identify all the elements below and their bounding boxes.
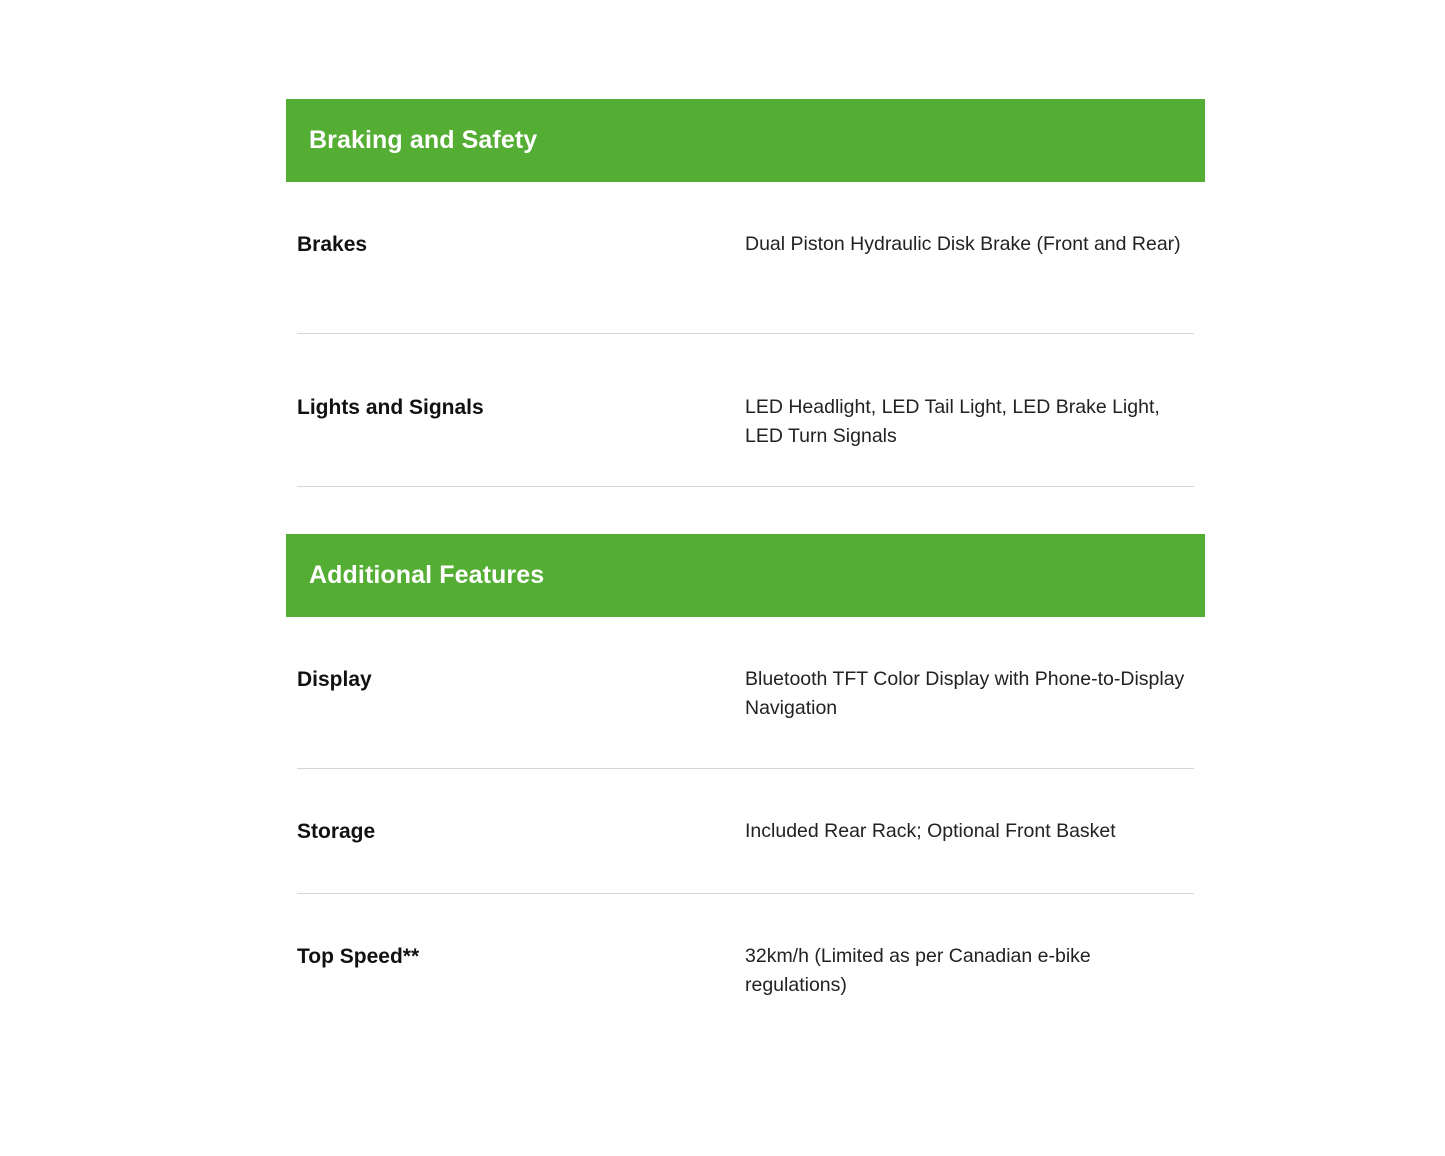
spec-value: Included Rear Rack; Optional Front Basket [745,820,1116,842]
spec-table [286,99,1205,1024]
spec-value: Bluetooth TFT Color Display with Phone-to-Display Navigation [745,668,1185,719]
spec-value: LED Headlight, LED Tail Light, LED Brake Light, LED Turn Signals [745,396,1160,447]
spec-row-display [297,617,1194,769]
spec-row-storage [297,769,1194,894]
spec-rows [297,617,1194,1024]
spec-row-top-speed [297,894,1194,1024]
spec-value: 32km/h (Limited as per Canadian e-bike regulations) [745,945,1091,996]
spec-label: Display [297,668,372,691]
section-additional-features [286,534,1205,1024]
spec-row-lights-and-signals [297,334,1194,487]
spec-label: Top Speed** [297,945,420,968]
spec-label: Storage [297,820,376,843]
section-header [286,534,1205,617]
spec-rows [297,182,1194,487]
spec-label: Brakes [297,233,368,256]
spec-row-brakes [297,182,1194,334]
section-title: Braking and Safety [309,126,538,154]
section-braking-and-safety [286,99,1205,487]
spec-value: Dual Piston Hydraulic Disk Brake (Front and Rear) [745,233,1181,255]
spec-label: Lights and Signals [297,396,484,419]
section-header [286,99,1205,182]
section-title: Additional Features [309,561,545,589]
section-gap [286,487,1205,534]
